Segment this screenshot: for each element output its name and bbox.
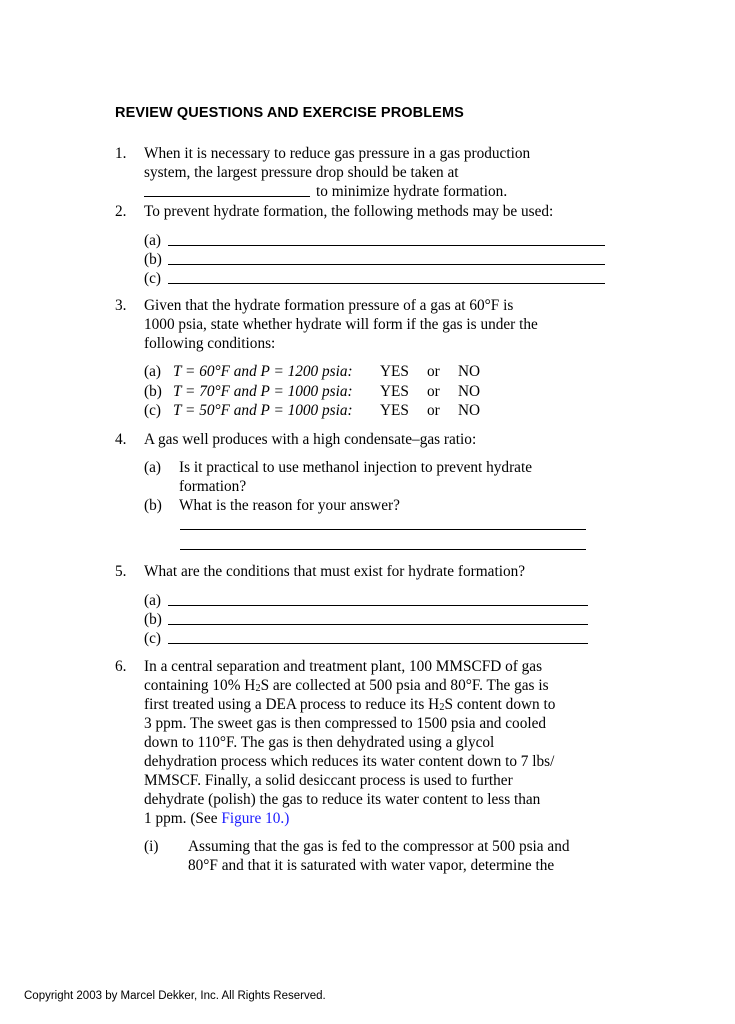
question-4-answer-line-2[interactable] [180,549,586,550]
question-2-blank-c[interactable] [168,283,605,284]
section-heading: REVIEW QUESTIONS AND EXERCISE PROBLEMS [115,105,464,121]
question-5-blank-c[interactable] [168,643,588,644]
question-6-line-6: dehydration process which reduces its water content down to 7 lbs/ [144,753,555,770]
question-6-line-9: 1 ppm. (See Figure 10.) [144,810,290,827]
question-1-line-3: to minimize hydrate formation. [316,183,508,200]
question-6-line-7: MMSCF. Finally, a solid desiccant process is used to further [144,772,513,789]
question-4-a-line-2: formation? [179,478,247,495]
question-3-row-b-condition: T = 70°F and P = 1000 psia: [173,383,353,400]
question-2-label-a: (a) [144,232,161,249]
question-3-row-c-condition: T = 50°F and P = 1000 psia: [173,402,353,419]
question-1-blank[interactable] [144,196,310,197]
question-6-i-line-2: 80°F and that it is saturated with water vapor, determine the [188,857,555,874]
question-3-row-a-label: (a) [144,363,161,380]
question-4-b-line-1: What is the reason for your answer? [179,497,400,514]
question-3-row-c-or: or [427,402,440,419]
question-3-row-c-label: (c) [144,402,161,419]
question-6-i-line-1: Assuming that the gas is fed to the compressor at 500 psia and [188,838,570,855]
question-5-label-a: (a) [144,592,161,609]
question-5-blank-a[interactable] [168,605,588,606]
question-3-row-a-condition: T = 60°F and P = 1200 psia: [173,363,353,380]
question-6-line-8: dehydrate (polish) the gas to reduce its water content to less than [144,791,541,808]
question-3-row-b-or: or [427,383,440,400]
question-3-row-c-no[interactable]: NO [458,402,481,419]
question-2-line-1: To prevent hydrate formation, the following methods may be used: [144,203,554,220]
question-4-number: 4. [115,431,127,448]
question-4-a-line-1: Is it practical to use methanol injection to prevent hydrate [179,459,532,476]
question-4-b-label: (b) [144,497,162,514]
question-2-label-c: (c) [144,270,161,287]
question-3-line-2: 1000 psia, state whether hydrate will form if the gas is under the [144,316,538,333]
question-5-line-1: What are the conditions that must exist for hydrate formation? [144,563,526,580]
copyright-footer: Copyright 2003 by Marcel Dekker, Inc. All Rights Reserved. [24,990,326,1002]
question-2-label-b: (b) [144,251,162,268]
question-5-blank-b[interactable] [168,624,588,625]
question-3-row-b-label: (b) [144,383,162,400]
question-3-row-a-no[interactable]: NO [458,363,481,380]
question-5-label-c: (c) [144,630,161,647]
question-3-row-b-no[interactable]: NO [458,383,481,400]
question-3-row-c-yes[interactable]: YES [380,402,409,419]
question-6-line-3: first treated using a DEA process to reduce its $H_2S$ content down to [144,696,556,713]
question-2-number: 2. [115,203,127,220]
question-6-i-label: (i) [144,838,159,855]
question-5-number: 5. [115,563,127,580]
question-3-row-b-yes[interactable]: YES [380,383,409,400]
question-1-line-2: system, the largest pressure drop should be taken at [144,164,459,181]
question-6-number: 6. [115,658,127,675]
question-6-line-5: down to 110°F. The gas is then dehydrated using a glycol [144,734,495,751]
question-3-line-3: following conditions: [144,335,276,352]
question-6-line-1: In a central separation and treatment plant, 100 MMSCFD of gas [144,658,543,675]
question-3-row-a-or: or [427,363,440,380]
question-3-line-1: Given that the hydrate formation pressure of a gas at 60°F is [144,297,514,314]
question-2-blank-b[interactable] [168,264,605,265]
question-3-number: 3. [115,297,127,314]
question-3-row-a-yes[interactable]: YES [380,363,409,380]
question-4-a-label: (a) [144,459,161,476]
question-5-label-b: (b) [144,611,162,628]
question-2-blank-a[interactable] [168,245,605,246]
question-4-answer-line-1[interactable] [180,529,586,530]
question-6-line-2: containing 10% $H_2S$ are collected at 500 psia and 80°F. The gas is [144,677,549,694]
question-6-line-4: 3 ppm. The sweet gas is then compressed to 1500 psia and cooled [144,715,547,732]
question-1-line-1: When it is necessary to reduce gas pressure in a gas production [144,145,531,162]
figure-10-link[interactable]: Figure 10.) [221,810,290,827]
question-4-line-1: A gas well produces with a high condensate–gas ratio: [144,431,477,448]
question-1-number: 1. [115,145,127,162]
